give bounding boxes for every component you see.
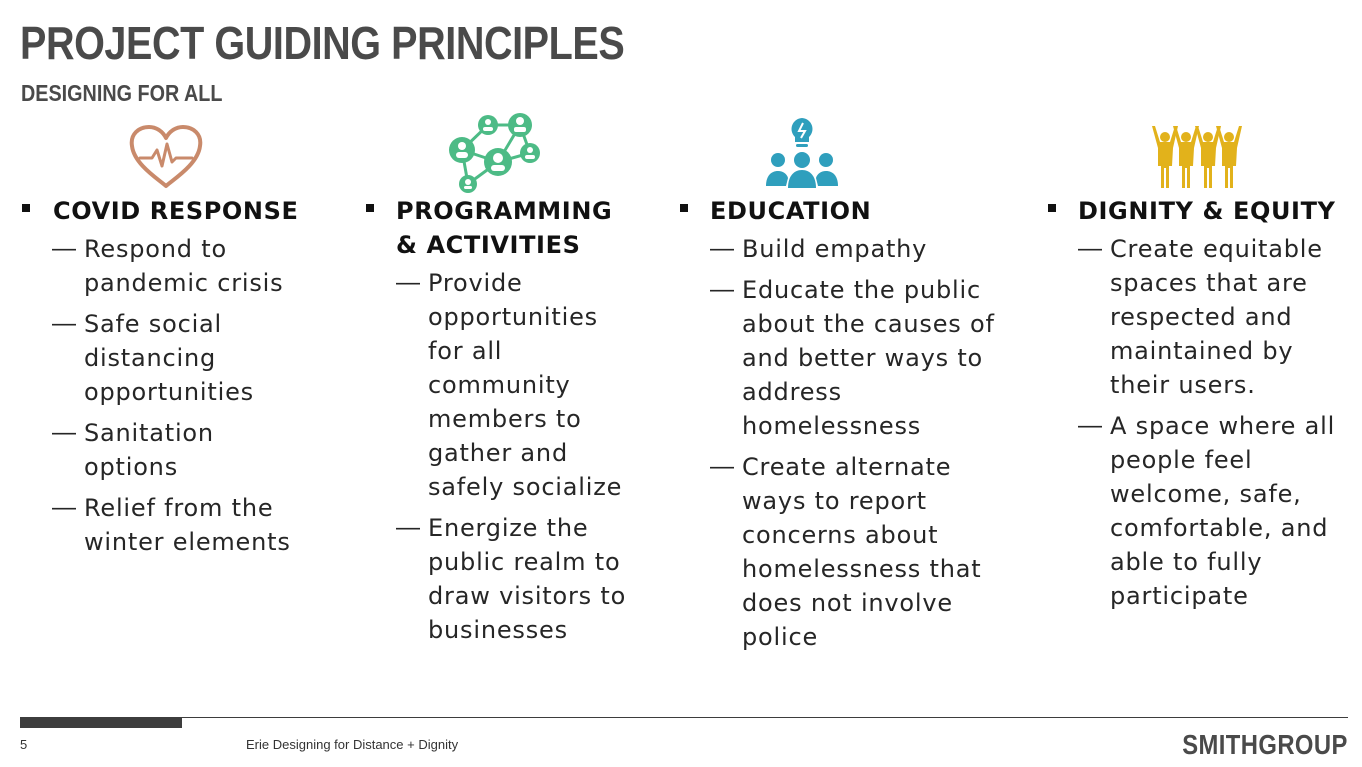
- dash-marker: —: [710, 276, 734, 303]
- list-item: — Provide opportunities for all community members to gather and safely socialize: [396, 266, 666, 504]
- bullet-marker: [680, 204, 688, 212]
- principle-heading: [366, 194, 666, 262]
- heart-pulse-icon: [128, 124, 204, 192]
- principle-programming-activities: [366, 194, 666, 654]
- footer-title: Erie Designing for Distance + Dignity: [246, 737, 459, 752]
- list-item: — Sanitation options: [52, 416, 322, 484]
- list-item: — Safe social distancing opportunities: [52, 307, 322, 409]
- page-title: PROJECT GUIDING PRINCIPLES: [20, 17, 625, 69]
- dash-marker: —: [710, 453, 734, 480]
- dash-marker: —: [52, 419, 76, 446]
- principle-title: PROGRAMMING & ACTIVITIES: [396, 197, 613, 259]
- footer-divider: [20, 717, 1348, 718]
- bullet-marker: [366, 204, 374, 212]
- network-people-icon: [446, 112, 542, 194]
- list-item: — Create alternate ways to report concerns about homelessness that does not involve police: [710, 450, 1020, 654]
- dash-marker: —: [1078, 235, 1102, 262]
- principle-education: [680, 194, 1020, 661]
- list-item: — Build empathy: [710, 232, 1020, 266]
- dash-marker: —: [52, 235, 76, 262]
- principle-title: COVID RESPONSE: [53, 197, 299, 225]
- principle-covid-response: [22, 194, 322, 566]
- principle-dignity-equity: [1048, 194, 1348, 620]
- dash-marker: —: [396, 269, 420, 296]
- principle-heading: [680, 194, 1020, 228]
- dash-marker: —: [52, 494, 76, 521]
- principle-heading: [1048, 194, 1348, 228]
- dash-marker: —: [396, 514, 420, 541]
- list-item: — Respond to pandemic crisis: [52, 232, 322, 300]
- list-item: — Relief from the winter elements: [52, 491, 322, 559]
- page-number: 5: [20, 737, 28, 752]
- people-raised-arms-icon: [1152, 126, 1242, 190]
- list-item: — Energize the public realm to draw visitors to businesses: [396, 511, 666, 647]
- list-item: — Create equitable spaces that are respected and maintained by their users.: [1078, 232, 1348, 402]
- company-logo: SMITHGROUP: [1182, 729, 1348, 760]
- people-idea-icon: [766, 116, 838, 190]
- bullet-marker: [22, 204, 30, 212]
- dash-marker: —: [710, 235, 734, 262]
- dash-marker: —: [52, 310, 76, 337]
- list-item: — A space where all people feel welcome, safe, comfortable, and able to fully participate: [1078, 409, 1348, 613]
- principle-heading: [22, 194, 322, 228]
- principle-title: EDUCATION: [710, 197, 872, 225]
- footer-accent-bar: [20, 717, 182, 728]
- bullet-marker: [1048, 204, 1056, 212]
- page-subtitle: DESIGNING FOR ALL: [21, 80, 223, 106]
- list-item: — Educate the public about the causes of and better ways to address homelessness: [710, 273, 1020, 443]
- principle-title: DIGNITY & EQUITY: [1078, 197, 1336, 225]
- dash-marker: —: [1078, 412, 1102, 439]
